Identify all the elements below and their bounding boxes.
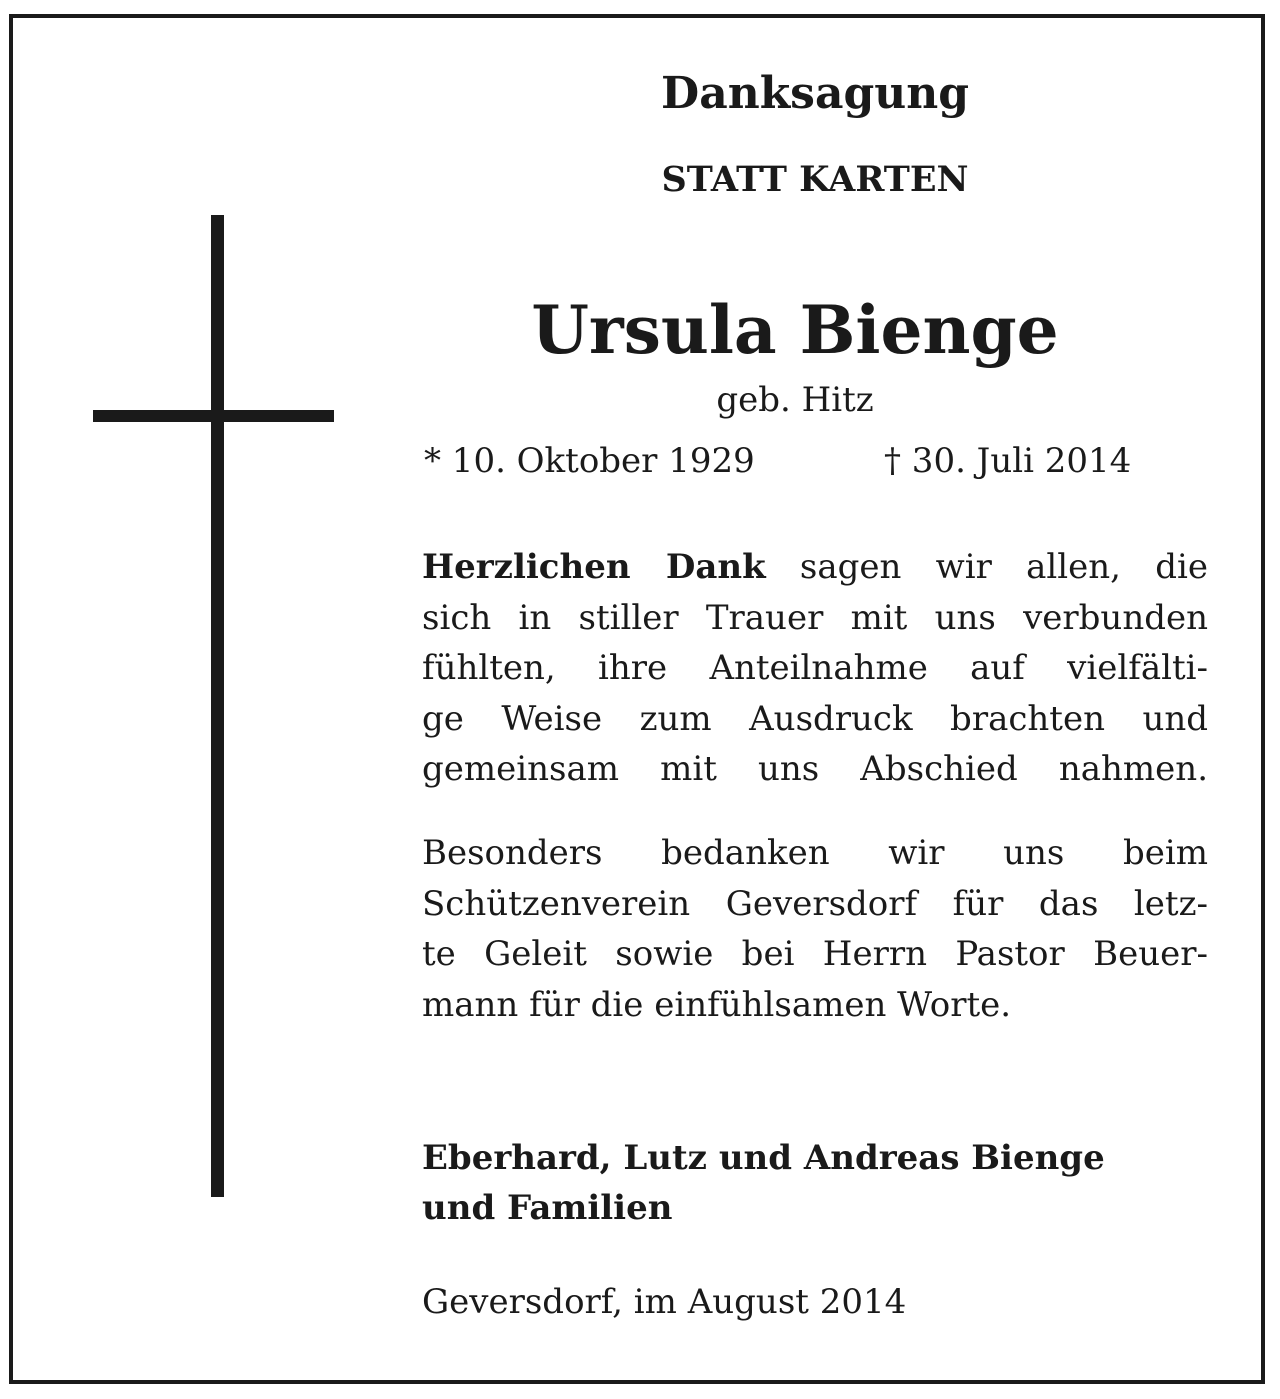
paragraph-line: ge Weise zum Ausdruck brachten und: [422, 698, 1208, 739]
cross-horizontal-bar: [93, 410, 334, 422]
notice-title: Danksagung: [661, 68, 969, 119]
place-date: Geversdorf, im August 2014: [422, 1282, 907, 1322]
notice-subtitle: STATT KARTEN: [661, 159, 969, 200]
birth-date: * 10. Oktober 1929: [424, 441, 755, 481]
paragraph-line-rest: sagen wir allen, die: [765, 547, 1208, 587]
paragraph-line: gemeinsam mit uns Abschied nahmen.: [422, 749, 1208, 789]
family-line: Eberhard, Lutz und Andreas Bienge: [422, 1138, 1105, 1178]
paragraph-line: te Geleit sowie bei Herrn Pastor Beuer-: [422, 934, 1208, 974]
family-signature: [422, 1133, 1208, 1233]
cross-vertical-bar: [211, 215, 224, 1197]
thanks-lead: Herzlichen Dank: [422, 547, 766, 587]
family-line: und Familien: [422, 1188, 673, 1228]
paragraph-line: Besonders bedanken wir uns beim: [422, 833, 1208, 873]
thanks-paragraph: [422, 542, 1208, 795]
deceased-name: Ursula Bienge: [531, 291, 1059, 369]
paragraph-line: [422, 542, 1208, 593]
paragraph-line: Schützenverein Geversdorf für das letz-: [422, 883, 1208, 924]
paragraph-line: mann für die einfühlsamen Worte.: [422, 984, 1012, 1025]
paragraph-line: fühlten, ihre Anteilnahme auf vielfälti-: [422, 648, 1208, 688]
paragraph-line: sich in stiller Trauer mit uns verbunden: [422, 597, 1208, 638]
maiden-name: geb. Hitz: [716, 380, 874, 420]
death-date: † 30. Juli 2014: [884, 441, 1132, 481]
special-thanks-paragraph: [422, 828, 1208, 1030]
